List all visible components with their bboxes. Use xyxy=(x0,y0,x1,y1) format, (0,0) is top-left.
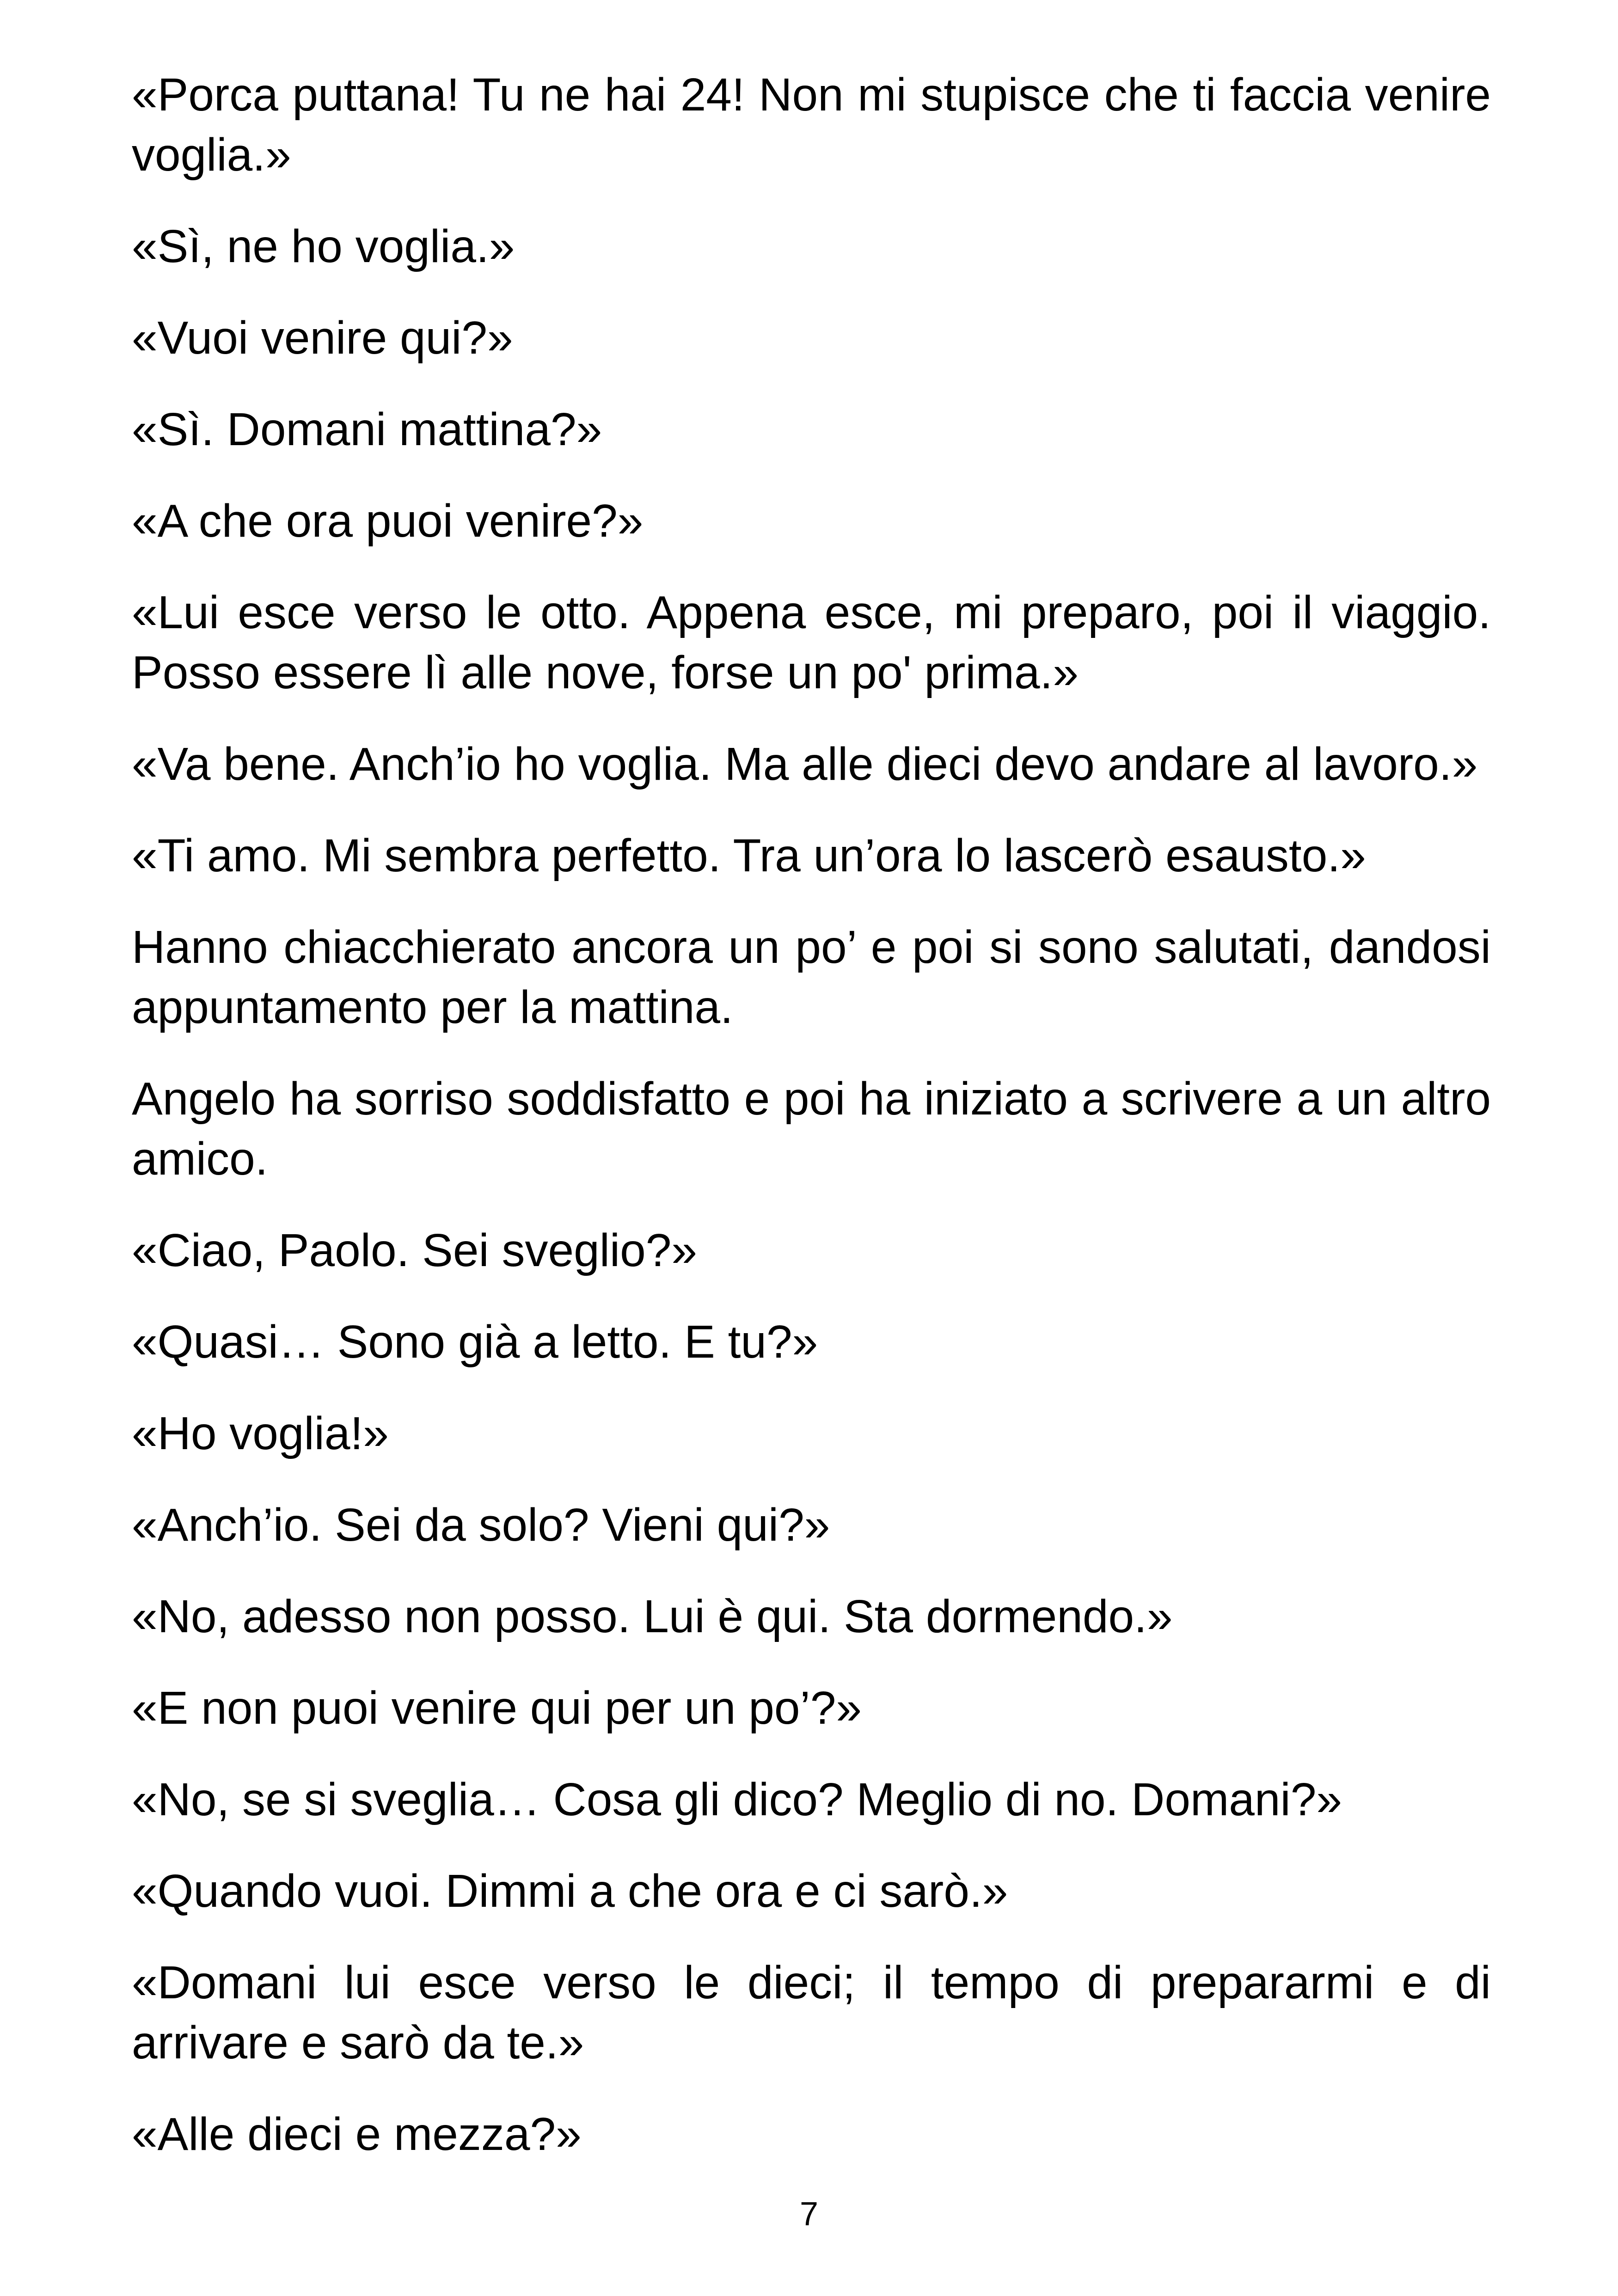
page-number: 7 xyxy=(799,2196,819,2233)
paragraph: «Alle dieci e mezza?» xyxy=(132,2108,582,2160)
paragraph: Hanno chiacchierato ancora un po’ e poi si sono salutati, dandosi appuntamento per la mattina. xyxy=(132,921,1491,1033)
paragraph: «E non puoi venire qui per un po’?» xyxy=(132,1682,862,1734)
paragraph: «Lui esce verso le otto. Appena esce, mi preparo, poi il viaggio. Posso essere lì alle nove, forse un po' prima.» xyxy=(132,587,1491,698)
paragraph: «Domani lui esce verso le dieci; il tempo di prepararmi e di arrivare e sarò da te.» xyxy=(132,1957,1491,2069)
paragraph: «Vuoi venire qui?» xyxy=(132,312,513,364)
paragraph: «Sì, ne ho voglia.» xyxy=(132,220,515,272)
paragraph: «Ti amo. Mi sembra perfetto. Tra un’ora lo lascerò esausto.» xyxy=(132,830,1366,882)
paragraph: «Quasi… Sono già a letto. E tu?» xyxy=(132,1316,818,1368)
paragraph: «Porca puttana! Tu ne hai 24! Non mi stupisce che ti faccia venire voglia.» xyxy=(132,69,1491,181)
paragraph: «Quando vuoi. Dimmi a che ora e ci sarò.» xyxy=(132,1865,1008,1917)
paragraph: «Va bene. Anch’io ho voglia. Ma alle dieci devo andare al lavoro.» xyxy=(132,738,1478,790)
text-body xyxy=(132,65,1491,2196)
paragraph: «Ho voglia!» xyxy=(132,1408,389,1459)
paragraph: «No, adesso non posso. Lui è qui. Sta dormendo.» xyxy=(132,1591,1173,1642)
paragraph: «Sì. Domani mattina?» xyxy=(132,404,602,455)
paragraph: Angelo ha sorriso soddisfatto e poi ha iniziato a scrivere a un altro amico. xyxy=(132,1073,1491,1185)
paragraph: «No, se si sveglia… Cosa gli dico? Meglio di no. Domani?» xyxy=(132,1774,1342,1825)
paragraph: «Ciao, Paolo. Sei sveglio?» xyxy=(132,1225,697,1276)
paragraph: «A che ora puoi venire?» xyxy=(132,495,644,547)
paragraph: «Anch’io. Sei da solo? Vieni qui?» xyxy=(132,1499,830,1551)
